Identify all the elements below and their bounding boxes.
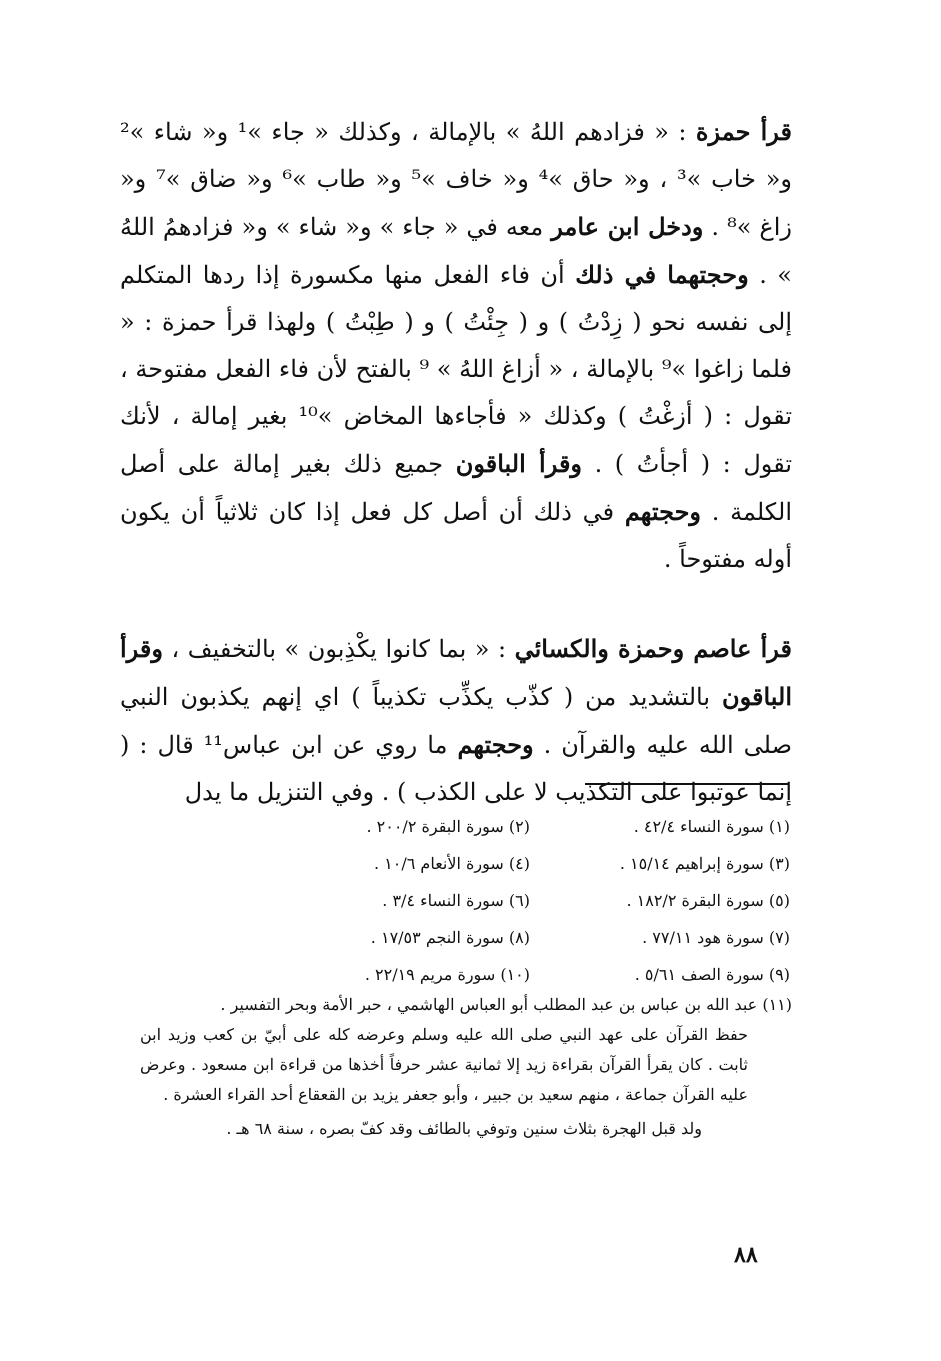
footnote-item bbox=[270, 965, 530, 984]
footnote-number: (٧) bbox=[768, 928, 790, 947]
footnote-item bbox=[530, 928, 790, 947]
footnote-number: (٣) bbox=[768, 854, 790, 873]
footnote-item bbox=[270, 891, 530, 910]
footnote-text: سورة الصف ٥/٦١ . bbox=[634, 965, 764, 984]
footnote-tail: ولد قبل الهجرة بثلاث سنين وتوفي بالطائف وقد كفّ بصره ، سنة ٦٨ هـ . bbox=[226, 1119, 702, 1138]
bold-reader-name: قرأ عاصم وحمزة والكسائي bbox=[514, 634, 793, 663]
footnote-number: (٤) bbox=[508, 854, 530, 873]
footnote-row bbox=[270, 808, 790, 845]
footnote-number: (٥) bbox=[768, 891, 790, 910]
main-text bbox=[120, 108, 792, 816]
footnote-ibn-abbas bbox=[140, 990, 792, 1144]
footnote-text: سورة النجم ١٧/٥٣ . bbox=[370, 928, 504, 947]
footnote-number: (٦) bbox=[508, 891, 530, 910]
footnote-text: سورة النساء ٣/٤ . bbox=[382, 891, 504, 910]
footnote-number: (٨) bbox=[508, 928, 530, 947]
footnote-item bbox=[530, 965, 790, 984]
text-run: بالتشديد من ( كذّب يكذِّب تكذيباً ) اي إنهم يكذبون النبي صلى الله عليه والقرآن . bbox=[120, 683, 793, 759]
footnote-row bbox=[270, 956, 790, 993]
footnote-item bbox=[530, 817, 790, 836]
bold-reader-name: قرأ حمزة bbox=[695, 117, 793, 146]
bold-reader-name: ودخل ابن عامر bbox=[551, 212, 704, 241]
footnotes-grid bbox=[270, 808, 790, 993]
footnote-number: (١٠) bbox=[500, 965, 530, 984]
footnote-divider bbox=[585, 783, 789, 785]
footnote-item bbox=[270, 817, 530, 836]
text-run: معه في « جاء » و« شاء » و« فزادهمُ اللهُ » . bbox=[120, 213, 792, 289]
footnote-text: سورة النساء ٤٢/٤ . bbox=[633, 817, 764, 836]
bold-reader-name: وقرأ الباقون bbox=[120, 634, 792, 711]
text-run: : « فزادهم اللهُ » بالإمالة ، وكذلك « جاء »¹ و« شاء »² و« خاب »³ ، و« حاق »⁴ و« خاف »⁵ و« طاب »⁶ و« ضاق »⁷ و« زاغ »⁸ . bbox=[120, 118, 793, 241]
text-run: ما روي عن ابن عباس¹¹ قال : ( إنما عوتبوا على التكذيب لا على الكذب ) . وفي التنزيل ما يدل bbox=[120, 731, 792, 806]
bold-argument: وحجتهم bbox=[624, 497, 702, 526]
footnote-number: (٩) bbox=[768, 965, 790, 984]
footnote-number: (١١) bbox=[762, 995, 792, 1014]
footnote-text: سورة مريم ٢٢/١٩ . bbox=[364, 965, 496, 984]
text-run: جميع ذلك بغير إمالة على أصل الكلمة . bbox=[120, 450, 792, 526]
footnote-text: سورة الأنعام ١٠/٦ . bbox=[373, 854, 504, 873]
text-run: في ذلك أن أصل كل فعل إذا كان ثلاثياً أن يكون أوله مفتوحاً . bbox=[120, 498, 792, 573]
footnote-text: سورة هود ٧٧/١١ . bbox=[642, 928, 764, 947]
paragraph-imala bbox=[120, 108, 792, 583]
bold-argument: وحجتهم bbox=[457, 730, 534, 759]
paragraph-yakdhibun bbox=[120, 625, 792, 816]
footnote-row bbox=[270, 882, 790, 919]
footnote-number: (٢) bbox=[508, 817, 530, 836]
footnote-number: (١) bbox=[768, 817, 790, 836]
footnote-row bbox=[270, 919, 790, 956]
footnote-body: حفظ القرآن على عهد النبي صلى الله عليه وسلم وعرضه كله على أبيّ بن كعب وزيد ابن ثابت . كان يقرأ القرآن بقراءة زيد إلا ثمانية عشر حرفاً أخذها من قراءة ابن مسعود . وعرض عليه القرآن جماعة ، منهم سعيد بن جبير ، وأبو جعفر يزيد بن القعقاع أحد القراء العشرة . bbox=[140, 1025, 748, 1104]
footnote-item bbox=[270, 928, 530, 947]
bold-argument: وحجتهما في ذلك bbox=[575, 260, 749, 289]
footnote-first-line bbox=[140, 990, 792, 1020]
footnote-text: سورة إبراهيم ١٥/١٤ . bbox=[619, 854, 764, 873]
bold-reader-name: وقرأ الباقون bbox=[455, 449, 583, 478]
footnote-text: عبد الله بن عباس بن عبد المطلب أبو العباس الهاشمي ، حبر الأمة وبحر التفسير . bbox=[220, 995, 758, 1014]
page-number: ٨٨ bbox=[734, 1242, 758, 1268]
footnote-item bbox=[270, 854, 530, 873]
text-run: : « بما كانوا يكْذِبون » بالتخفيف ، bbox=[162, 635, 515, 663]
text-run: أن فاء الفعل منها مكسورة إذا ردها المتكلم إلى نفسه نحو ( زِدْتُ ) و ( جِئْتُ ) و ( طِبْتُ ) ولهذا قرأ حمزة : « فلما زاغوا »⁹ بالإمالة ، « أزاغ اللهُ » ⁹ بالفتح لأن فاء الفعل مفتوحة ، تقول : ( أزغْتُ ) وكذلك « فأجاءها المخاض »¹⁰ بغير إمالة ، لأنك تقول : ( أجأتُ ) . bbox=[120, 261, 793, 478]
footnote-row bbox=[270, 845, 790, 882]
footnote-text: سورة البقرة ٢٠٠/٢ . bbox=[366, 817, 504, 836]
footnote-item bbox=[530, 854, 790, 873]
footnote-text: سورة البقرة ١٨٢/٢ . bbox=[626, 891, 764, 910]
footnote-item bbox=[530, 891, 790, 910]
